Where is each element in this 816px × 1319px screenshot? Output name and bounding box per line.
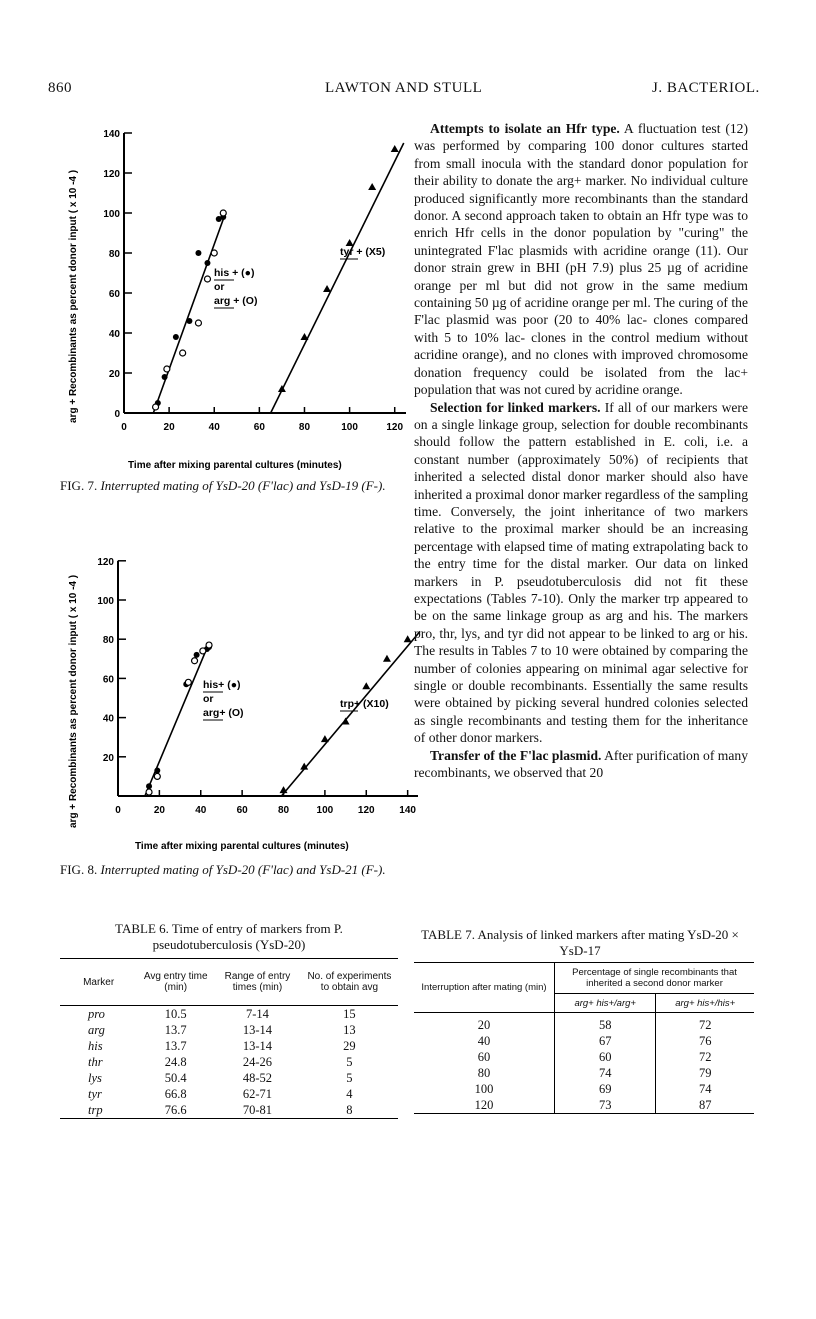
value-cell: 5	[346, 1070, 353, 1085]
x-tick-label: 0	[115, 805, 121, 816]
data-point-triangle	[321, 735, 329, 742]
t6-header: Avg entry time (min)	[143, 971, 208, 993]
chart-legend	[214, 246, 385, 308]
fig7-marks	[153, 143, 404, 413]
data-point-open	[153, 404, 159, 410]
table-row	[414, 1097, 754, 1114]
table-row	[414, 1033, 754, 1049]
data-point-open	[211, 250, 217, 256]
interruption-cell: 120	[414, 1097, 555, 1114]
data-point-open	[185, 679, 191, 685]
fig7-ylabel: arg + Recombinants as percent donor input ( x 10 -4 )	[68, 169, 79, 423]
value-cell: 70-81	[242, 1102, 273, 1117]
t7-subheader: arg+ his+/his+	[675, 997, 736, 1009]
value-cell: 66.8	[164, 1086, 187, 1101]
fig8-axes	[97, 557, 418, 816]
journal-name: J. BACTERIOL.	[652, 80, 760, 96]
marker-cell: lys	[88, 1070, 102, 1085]
data-point-open	[220, 210, 226, 216]
y-tick-label: 40	[102, 713, 114, 725]
percentage-cell: 87	[698, 1097, 712, 1112]
y-tick-label: 20	[102, 752, 114, 764]
data-point-open	[146, 789, 152, 795]
table-row	[414, 1081, 754, 1097]
x-tick-label: 100	[341, 422, 358, 433]
table-row	[60, 1038, 398, 1054]
paragraph-flac-transfer: Transfer of the F'lac plasmid. After purification of many recombinants, we observed that 20	[414, 747, 749, 781]
legend-entry: arg+ (O)	[203, 707, 244, 719]
y-tick-label: 60	[108, 289, 120, 300]
t7-header-span: Percentage of single recombinants that inherited a second donor marker	[555, 963, 755, 994]
table6-caption: TABLE 6. Time of entry of markers from P. pseudotuberculosis (YsD-20)	[115, 921, 343, 952]
fit-line	[145, 643, 209, 796]
x-tick-label: 80	[298, 422, 311, 433]
interruption-cell: 60	[414, 1049, 555, 1065]
data-point-filled	[173, 334, 179, 340]
y-tick-label: 120	[97, 556, 114, 568]
data-point-triangle	[368, 183, 376, 190]
y-tick-label: 20	[108, 369, 120, 380]
value-cell: 4	[346, 1086, 353, 1101]
y-tick-label: 40	[108, 329, 120, 340]
value-cell: 24-26	[242, 1054, 273, 1069]
table-row	[414, 1065, 754, 1081]
figure-7-chart	[40, 118, 430, 478]
table-row	[60, 1006, 398, 1023]
value-cell: 13.7	[164, 1038, 187, 1053]
value-cell: 13-14	[242, 1022, 273, 1037]
data-point-triangle	[323, 285, 331, 292]
data-point-triangle	[391, 145, 399, 152]
legend-entry: or	[203, 693, 214, 705]
percentage-cell: 74	[698, 1081, 712, 1096]
y-tick-label: 100	[103, 209, 120, 220]
data-point-filled	[194, 652, 200, 658]
t6-header: Range of entry times (min)	[224, 971, 291, 993]
body-column-right	[414, 120, 748, 781]
paragraph-hfr: Attempts to isolate an Hfr type. A fluctuation test (12) was performed by comparing 100 donor cultures started from small inocula with the standard donor population for their ability to donate the arg+ marker. No individual culture produced significantly more recombinants than the standard donor. A second approach taken to obtain an Hfr type was to enrich Hfr cells in the donor population by "curing" the unintegrated F'lac plasmids with acridine orange (11). Our donor strain grew in BHI (pH 7.9) plus 25 µg of acridine orange per ml but did not grow in the same medium containing 50 µg of acridine orange per ml. The curing of the F'lac plasmid was poor (20 to 40% lac- clones compared with 5 to 10% lac- clones in the control medium without acridine orange), and no clones with improved chromosome donation frequency could be isolated from the lac+ population that was not cured by acridine orange.	[414, 121, 748, 398]
data-point-filled	[146, 783, 152, 789]
y-tick-label: 140	[103, 129, 120, 140]
marker-cell: arg	[88, 1022, 105, 1037]
value-cell: 5	[346, 1054, 353, 1069]
percentage-cell: 76	[698, 1033, 712, 1048]
data-point-open	[154, 773, 160, 779]
value-cell: 50.4	[164, 1070, 187, 1085]
x-tick-label: 60	[253, 422, 265, 433]
table7-caption: TABLE 7. Analysis of linked markers after mating YsD-20 × YsD-17	[421, 927, 739, 958]
marker-cell: his	[88, 1038, 103, 1053]
marker-cell: trp	[88, 1102, 103, 1117]
table-7	[414, 962, 754, 1114]
fig8-ylabel: arg + Recombinants as percent donor input ( x 10 -4 )	[68, 574, 79, 828]
data-point-open	[180, 350, 186, 356]
running-title: LAWTON AND STULL	[325, 80, 483, 96]
table-row	[60, 1102, 398, 1119]
percentage-cell: 79	[698, 1065, 712, 1080]
page-number: 860	[48, 80, 72, 96]
t7-header-interruption: Interruption after mating (min)	[414, 963, 555, 1013]
data-point-open	[195, 320, 201, 326]
data-point-triangle	[346, 239, 354, 246]
marker-cell: thr	[88, 1054, 103, 1069]
data-point-triangle	[362, 682, 370, 689]
legend-entry: his + (●)	[214, 267, 255, 279]
x-tick-label: 80	[277, 805, 290, 816]
fig8-caption: FIG. 8. Interrupted mating of YsD-20 (F'lac) and YsD-21 (F-).	[60, 862, 386, 877]
data-point-triangle	[300, 333, 308, 340]
x-tick-label: 140	[399, 805, 416, 816]
value-cell: 13	[343, 1022, 356, 1037]
value-cell: 10.5	[164, 1006, 187, 1021]
fit-line	[271, 143, 404, 413]
t6-header: Marker	[83, 976, 115, 988]
interruption-cell: 100	[414, 1081, 555, 1097]
table-row	[60, 1054, 398, 1070]
value-cell: 13-14	[242, 1038, 273, 1053]
fig8-marks	[145, 631, 420, 796]
legend-entry: tyr + (X5)	[340, 246, 386, 258]
percentage-cell: 72	[698, 1017, 712, 1032]
fig8-xlabel: Time after mixing parental cultures (minutes)	[135, 841, 349, 852]
t7-subheader: arg+ his+/arg+	[555, 994, 656, 1013]
x-tick-label: 120	[386, 422, 404, 433]
value-cell: 8	[346, 1102, 353, 1117]
percentage-cell: 72	[698, 1049, 712, 1064]
marker-cell: pro	[88, 1006, 105, 1021]
fit-line	[153, 213, 225, 413]
x-tick-label: 40	[195, 805, 207, 816]
figure-8-chart	[40, 528, 430, 868]
y-tick-label: 0	[114, 409, 120, 420]
x-tick-label: 20	[163, 422, 175, 433]
table-row	[414, 1013, 754, 1034]
x-tick-label: 20	[153, 805, 165, 816]
interruption-cell: 40	[414, 1033, 555, 1049]
data-point-open	[204, 276, 210, 282]
y-tick-label: 100	[97, 596, 114, 607]
data-point-filled	[195, 250, 201, 256]
fit-line	[281, 631, 420, 796]
percentage-cell: 69	[555, 1081, 656, 1097]
data-point-open	[192, 658, 198, 664]
value-cell: 48-52	[242, 1070, 273, 1085]
table-6	[60, 958, 398, 1119]
table-row	[414, 1049, 754, 1065]
x-tick-label: 120	[357, 805, 375, 816]
y-tick-label: 120	[103, 169, 120, 180]
x-tick-label: 100	[316, 805, 334, 816]
data-point-triangle	[383, 655, 391, 662]
interruption-cell: 80	[414, 1065, 555, 1081]
marker-cell: tyr	[88, 1086, 102, 1101]
y-tick-label: 80	[102, 635, 114, 647]
table-row	[60, 1070, 398, 1086]
value-cell: 29	[343, 1038, 356, 1053]
value-cell: 76.6	[164, 1102, 187, 1117]
table-row	[60, 1022, 398, 1038]
y-tick-label: 60	[102, 674, 114, 686]
percentage-cell: 60	[555, 1049, 656, 1065]
t6-header: No. of experiments to obtain avg	[307, 971, 392, 993]
paragraph-linked-markers: Selection for linked markers. If all of our markers were on a single linkage group, selection for double recombinants should follow the pattern established in E. coli, i.e. a constant number (approximately 50%) of recipients that inherited a selected distal donor marker should also have inherited a proximal donor marker regardless of the sampling time. Conversely, the joint inheritance of two markers relative to the proximal marker should be an increasing percentage with elapsed time of mating extrapolating back to the entry time for the distal marker. Our data on linked markers in P. pseudotuberculosis did not fit these expectations (Tables 7-10). Only the marker trp appeared to be on the same linkage group as arg and his. The markers pro, thr, lys, and tyr did not appear to be linked to arg or his. The results in Tables 7 to 10 were obtained by comparing the number of colonies appearing on minimal agar selective for single or double recombinants. Essentially the same results were obtained by picking several hundred colonies selected as single recombinants and testing them for the inheritance of other donor markers.	[414, 399, 748, 746]
data-point-triangle	[404, 635, 412, 642]
interruption-cell: 20	[414, 1013, 555, 1034]
data-point-open	[200, 648, 206, 654]
fig7-xlabel: Time after mixing parental cultures (minutes)	[128, 460, 342, 471]
data-point-filled	[204, 260, 210, 266]
percentage-cell: 67	[555, 1033, 656, 1049]
legend-entry: arg + (O)	[214, 295, 258, 307]
data-point-filled	[154, 768, 160, 774]
data-point-open	[164, 366, 170, 372]
percentage-cell: 73	[555, 1097, 656, 1114]
fig7-axes	[103, 129, 406, 433]
value-cell: 24.8	[164, 1054, 187, 1069]
x-tick-label: 0	[121, 422, 127, 433]
legend-entry: or	[214, 281, 225, 293]
value-cell: 15	[343, 1006, 356, 1021]
legend-entry: his+ (●)	[203, 679, 241, 691]
fig7-caption: FIG. 7. Interrupted mating of YsD-20 (F'lac) and YsD-19 (F-).	[60, 478, 386, 493]
table-row	[60, 1086, 398, 1102]
data-point-filled	[162, 374, 168, 380]
percentage-cell: 58	[555, 1013, 656, 1034]
legend-entry: trp+ (X10)	[340, 698, 389, 710]
value-cell: 62-71	[242, 1086, 273, 1101]
x-tick-label: 40	[208, 422, 220, 433]
data-point-triangle	[342, 718, 350, 725]
x-tick-label: 60	[236, 805, 248, 816]
y-tick-label: 80	[108, 249, 120, 260]
percentage-cell: 74	[555, 1065, 656, 1081]
value-cell: 7-14	[246, 1006, 269, 1021]
chart-legend	[203, 679, 389, 720]
data-point-open	[206, 642, 212, 648]
data-point-filled	[186, 318, 192, 324]
value-cell: 13.7	[164, 1022, 187, 1037]
